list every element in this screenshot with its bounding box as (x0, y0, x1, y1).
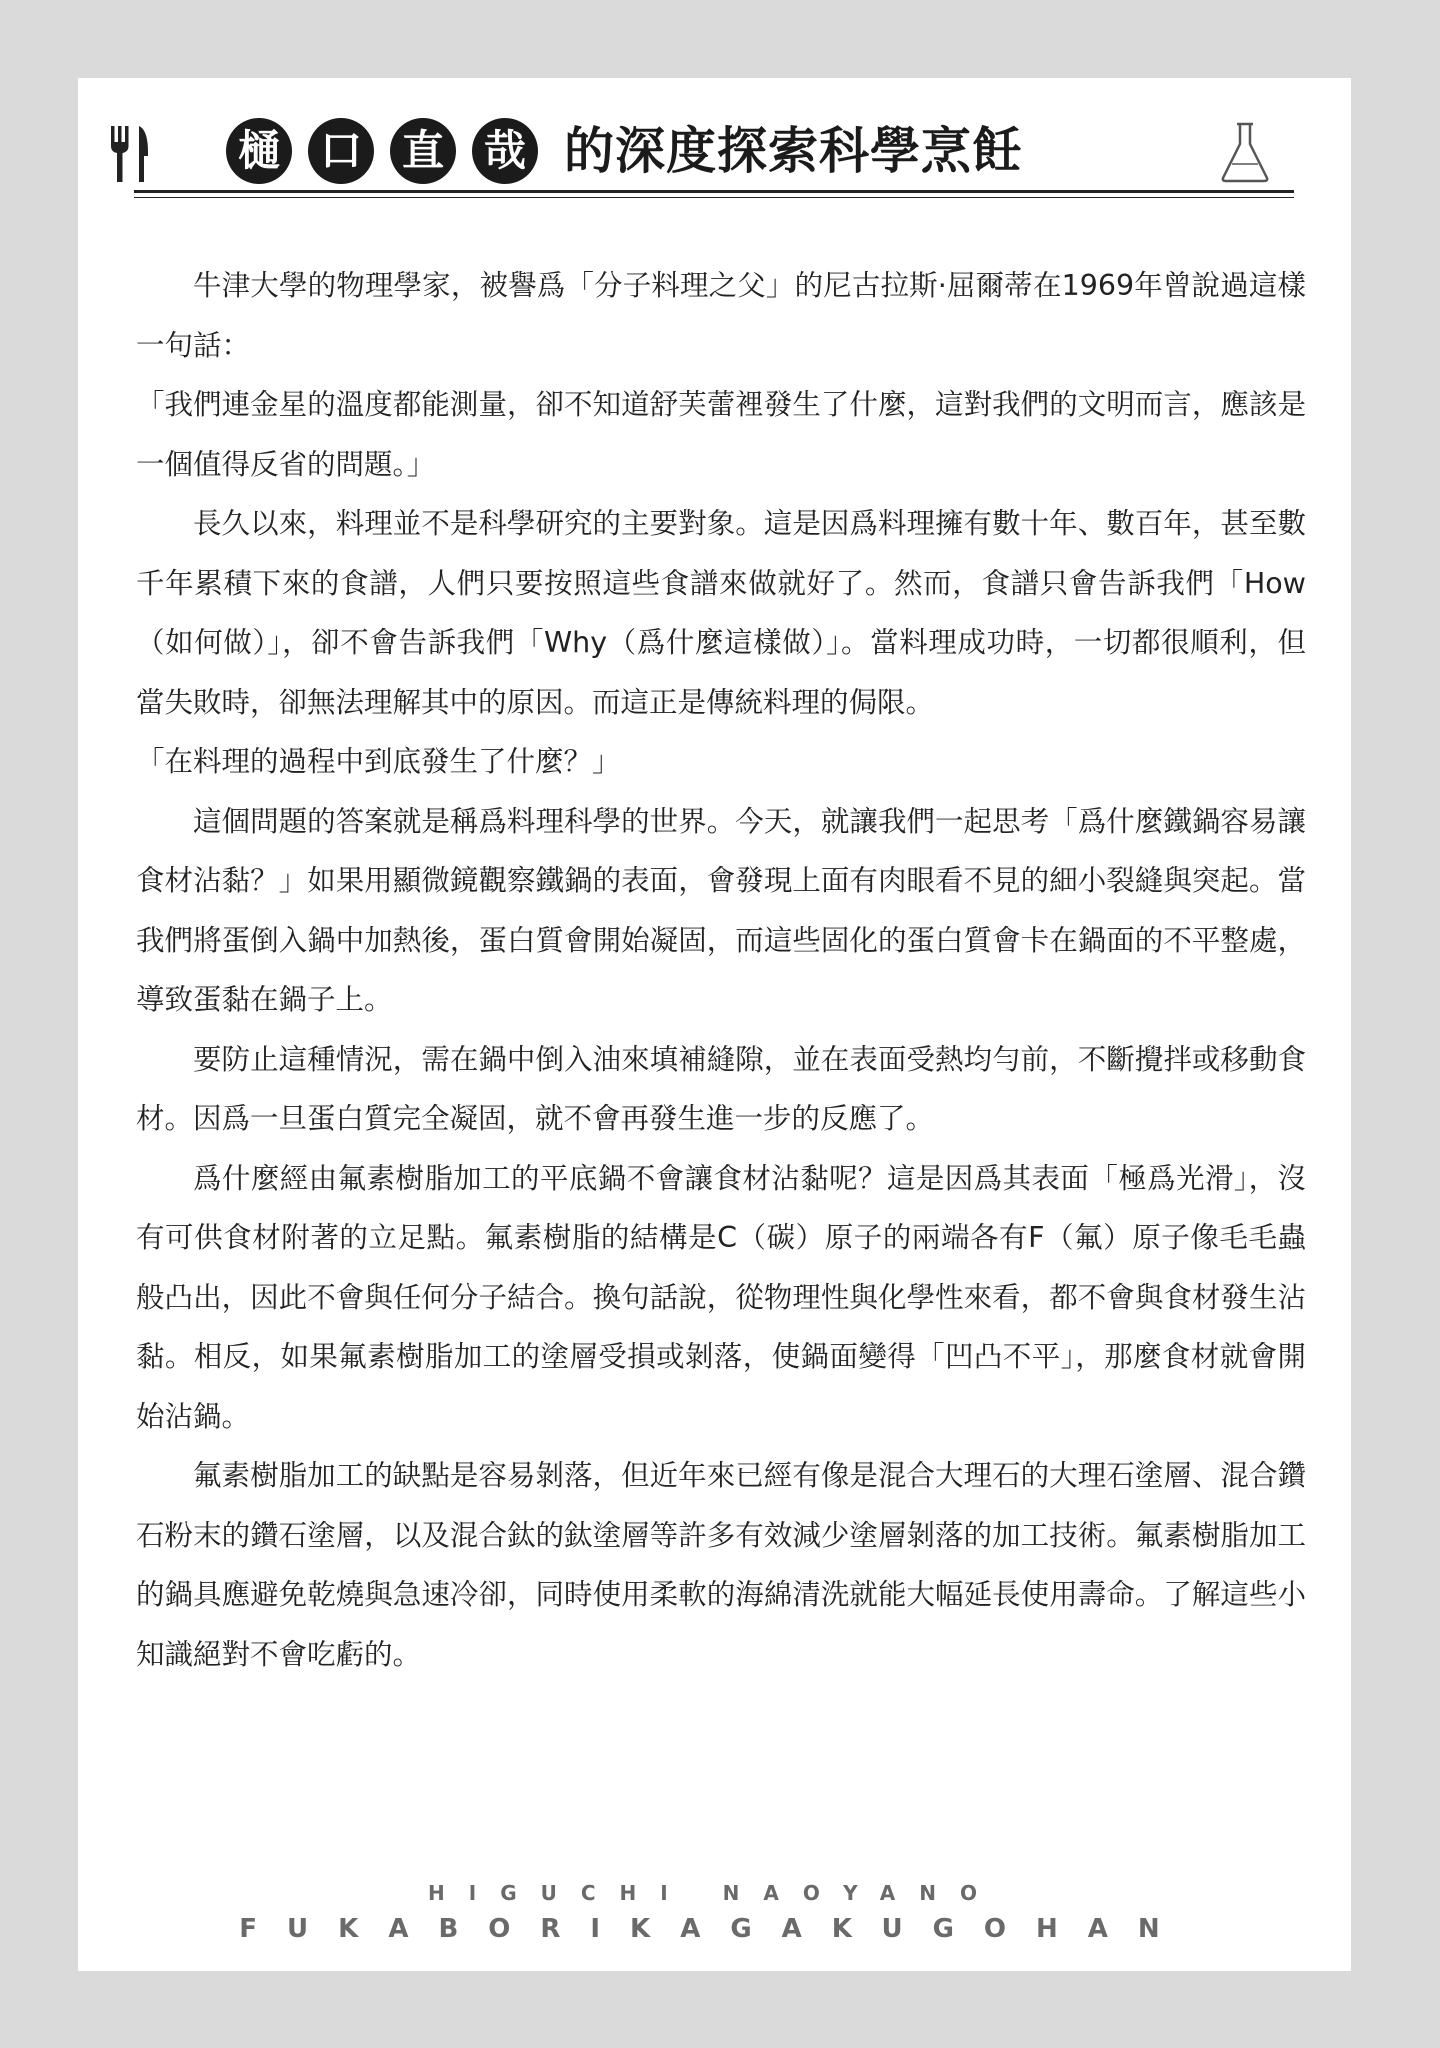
paragraph: 這個問題的答案就是稱爲料理科學的世界。今天，就讓我們一起思考「爲什麼鐵鍋容易讓食材沾黏？」如果用顯微鏡觀察鐵鍋的表面，會發現上面有肉眼看不見的細小裂縫與突起。當我們將蛋倒入鍋中加熱後，蛋白質會開始凝固，而這些固化的蛋白質會卡在鍋面的不平整處，導致蛋黏在鍋子上。 (136, 804, 1306, 1016)
page (78, 78, 1351, 1971)
quote-paragraph: 「在料理的過程中到底發生了什麼？」 (136, 745, 621, 778)
paragraph: 牛津大學的物理學家，被譽爲「分子料理之父」的尼古拉斯·屈爾蒂在1969年曾說過這樣一句話： (136, 269, 1306, 362)
quote-paragraph: 「我們連金星的溫度都能測量，卻不知道舒芙蕾裡發生了什麼，這對我們的文明而言，應該是一個值得反省的問題。」 (136, 388, 1306, 481)
title-char-4: 哉 (472, 118, 538, 184)
title-char-2: 口 (308, 118, 374, 184)
paragraph: 爲什麼經由氟素樹脂加工的平底鍋不會讓食材沾黏呢？這是因爲其表面「極爲光滑」，沒有可供食材附著的立足點。氟素樹脂的結構是C（碳）原子的兩端各有F（氟）原子像毛毛蟲般凸出，因此不會與任何分子結合。換句話說，從物理性與化學性來看，都不會與食材發生沾黏。相反，如果氟素樹脂加工的塗層受損或剝落，使鍋面變得「凹凸不平」，那麼食材就會開始沾鍋。 (136, 1161, 1306, 1433)
header-rule-thick (134, 190, 1294, 193)
paragraph: 氟素樹脂加工的缺點是容易剝落，但近年來已經有像是混合大理石的大理石塗層、混合鑽石粉末的鑽石塗層，以及混合鈦的鈦塗層等許多有效減少塗層剝落的加工技術。氟素樹脂加工的鍋具應避免乾燒與急速冷卻，同時使用柔軟的海綿清洗就能大幅延長使用壽命。了解這些小知識絕對不會吃虧的。 (136, 1459, 1306, 1671)
title-char-3: 直 (390, 118, 456, 184)
page-title: 的深度探索科學烹飪 (564, 122, 1023, 180)
header-rule-thin (134, 197, 1294, 198)
footer-author-romaji: HIGUCHI NAOYANO (428, 1881, 1001, 1905)
title-char-1: 樋 (226, 118, 292, 184)
flask-icon (1218, 120, 1272, 184)
paragraph: 要防止這種情況，需在鍋中倒入油來填補縫隙，並在表面受熱均勻前，不斷攪拌或移動食材。因爲一旦蛋白質完全凝固，就不會再發生進一步的反應了。 (136, 1042, 1306, 1135)
article-body (136, 256, 1306, 1684)
footer-series-romaji: FUKABORIKAGAKUGOHAN (239, 1914, 1190, 1944)
fork-knife-icon (108, 122, 152, 186)
paragraph: 長久以來，料理並不是科學研究的主要對象。這是因爲料理擁有數十年、數百年，甚至數千年累積下來的食譜，人們只要按照這些食譜來做就好了。然而，食譜只會告訴我們「How（如何做）」，卻不會告訴我們「Why（爲什麼這樣做）」。當料理成功時，一切都很順利，但當失敗時，卻無法理解其中的原因。而這正是傳統料理的侷限。 (136, 507, 1306, 719)
